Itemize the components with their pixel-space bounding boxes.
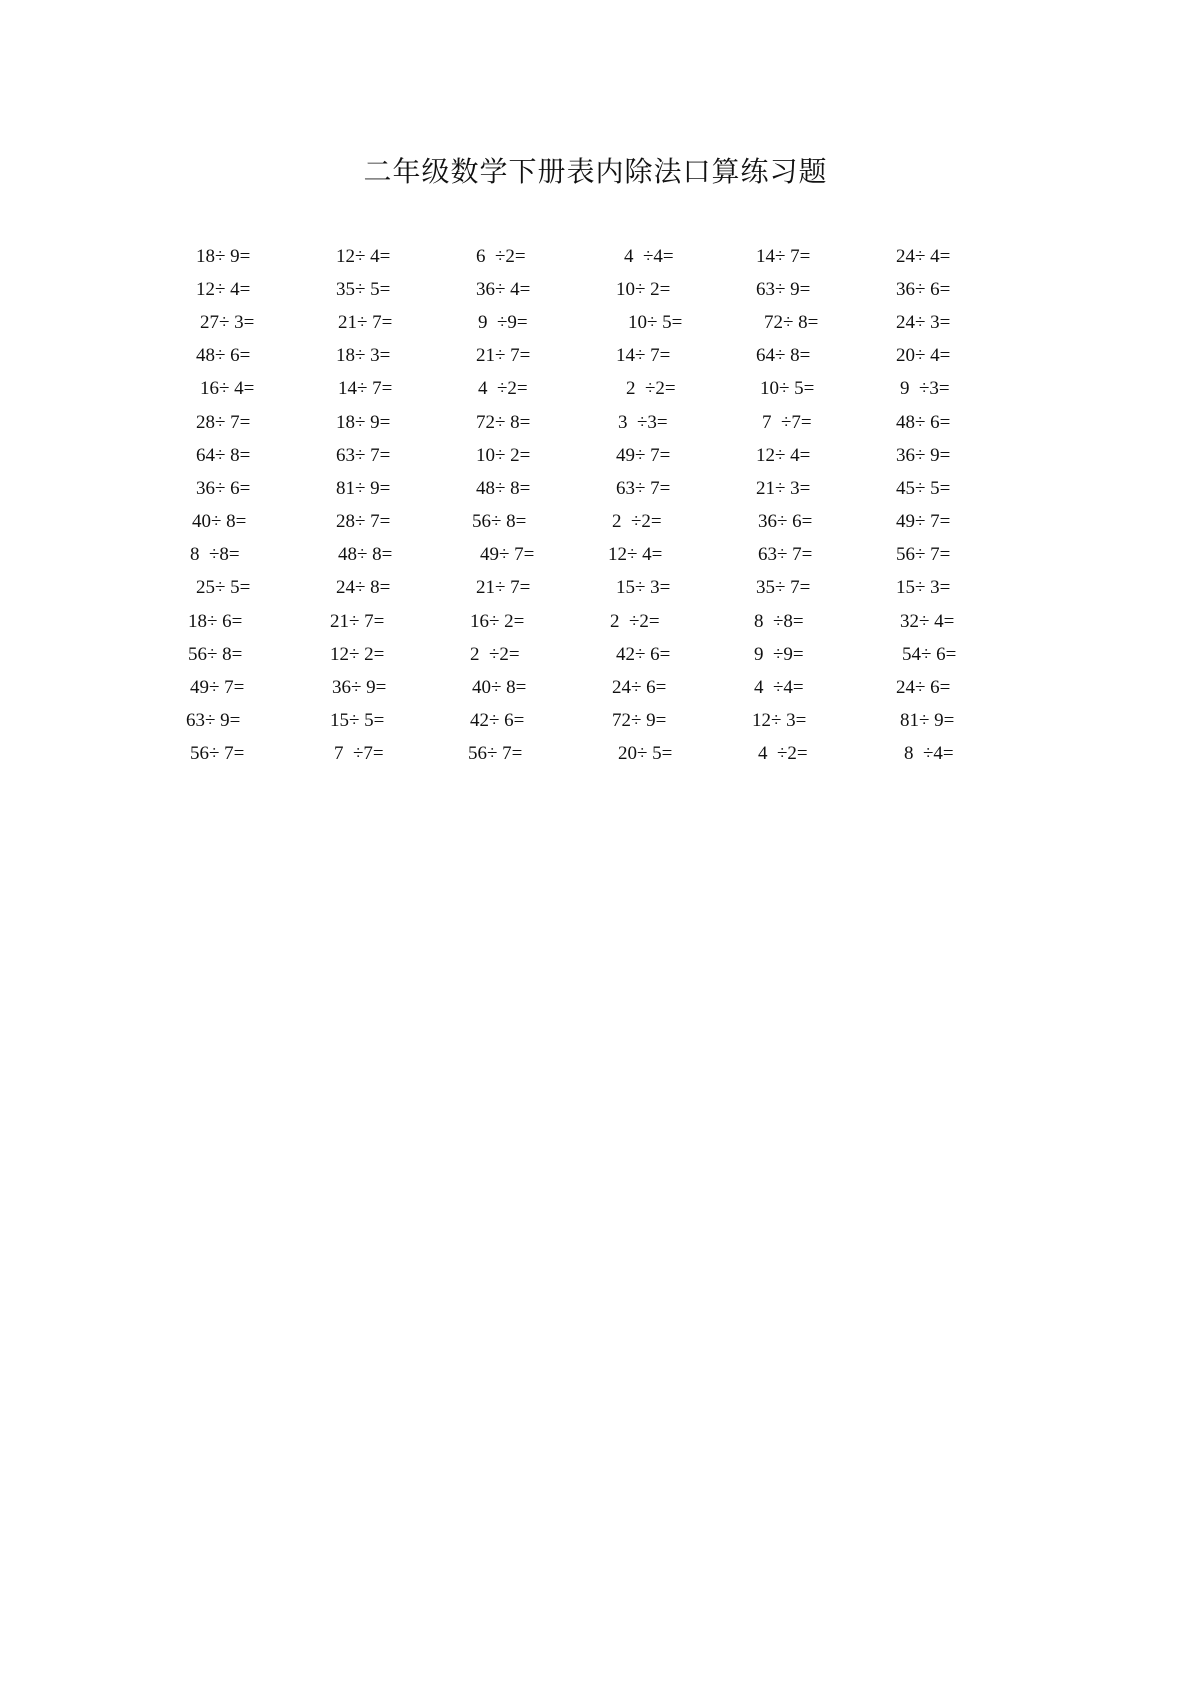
- division-problem: 10÷ 5=: [760, 378, 815, 400]
- division-problem: 63÷ 9=: [186, 710, 241, 732]
- division-problem: 20÷ 5=: [618, 743, 673, 765]
- division-problem: 18÷ 9=: [196, 245, 251, 267]
- division-problem: 49÷ 7=: [896, 511, 951, 533]
- problem-row: [196, 406, 1036, 439]
- division-problem: 18÷ 6=: [188, 610, 243, 632]
- problem-row: [196, 572, 1036, 605]
- problem-row: [196, 240, 1036, 273]
- division-problem: 15÷ 5=: [330, 710, 385, 732]
- division-problem: 15÷ 3=: [896, 577, 951, 599]
- division-problem: 72÷ 8=: [764, 311, 819, 333]
- division-problem: 24÷ 6=: [612, 677, 667, 699]
- division-problem: 24÷ 8=: [336, 577, 391, 599]
- division-problem: 4 ÷2=: [758, 743, 808, 765]
- problem-row: [188, 605, 1036, 638]
- division-problem: 4 ÷4=: [624, 245, 674, 267]
- division-problem: 63÷ 9=: [756, 278, 811, 300]
- division-problem: 63÷ 7=: [616, 477, 671, 499]
- division-problem: 45÷ 5=: [896, 477, 951, 499]
- division-problem: 8 ÷8=: [754, 610, 804, 632]
- division-problem: 56÷ 8=: [472, 511, 527, 533]
- division-problem: 81÷ 9=: [336, 477, 391, 499]
- division-problem: 35÷ 7=: [756, 577, 811, 599]
- problem-grid: [186, 240, 1036, 771]
- division-problem: 49÷ 7=: [616, 444, 671, 466]
- division-problem: 6 ÷2=: [476, 245, 526, 267]
- division-problem: 10÷ 2=: [616, 278, 671, 300]
- division-problem: 56÷ 7=: [896, 544, 951, 566]
- division-problem: 10÷ 2=: [476, 444, 531, 466]
- division-problem: 18÷ 3=: [336, 345, 391, 367]
- problem-row: [186, 705, 1036, 738]
- division-problem: 14÷ 7=: [338, 378, 393, 400]
- division-problem: 48÷ 6=: [196, 345, 251, 367]
- division-problem: 28÷ 7=: [336, 511, 391, 533]
- division-problem: 49÷ 7=: [190, 677, 245, 699]
- division-problem: 36÷ 9=: [896, 444, 951, 466]
- problem-row: [196, 340, 1036, 373]
- division-problem: 2 ÷2=: [612, 511, 662, 533]
- division-problem: 25÷ 5=: [196, 577, 251, 599]
- division-problem: 35÷ 5=: [336, 278, 391, 300]
- division-problem: 63÷ 7=: [336, 444, 391, 466]
- division-problem: 72÷ 8=: [476, 411, 531, 433]
- division-problem: 2 ÷2=: [610, 610, 660, 632]
- problem-row: [196, 373, 1036, 406]
- division-problem: 64÷ 8=: [756, 345, 811, 367]
- division-problem: 21÷ 7=: [330, 610, 385, 632]
- problem-row: [196, 472, 1036, 505]
- division-problem: 18÷ 9=: [336, 411, 391, 433]
- division-problem: 21÷ 7=: [338, 311, 393, 333]
- division-problem: 24÷ 4=: [896, 245, 951, 267]
- division-problem: 21÷ 7=: [476, 577, 531, 599]
- division-problem: 9 ÷9=: [478, 311, 528, 333]
- division-problem: 48÷ 8=: [338, 544, 393, 566]
- division-problem: 8 ÷8=: [190, 544, 240, 566]
- division-problem: 36÷ 9=: [332, 677, 387, 699]
- division-problem: 42÷ 6=: [616, 643, 671, 665]
- division-problem: 21÷ 7=: [476, 345, 531, 367]
- problem-row: [196, 273, 1036, 306]
- problem-row: [188, 638, 1036, 671]
- division-problem: 36÷ 6=: [196, 477, 251, 499]
- division-problem: 12÷ 3=: [752, 710, 807, 732]
- division-problem: 12÷ 2=: [330, 643, 385, 665]
- division-problem: 16÷ 4=: [200, 378, 255, 400]
- division-problem: 56÷ 8=: [188, 643, 243, 665]
- division-problem: 24÷ 3=: [896, 311, 951, 333]
- division-problem: 15÷ 3=: [616, 577, 671, 599]
- problem-row: [196, 306, 1036, 339]
- division-problem: 14÷ 7=: [616, 345, 671, 367]
- division-problem: 4 ÷4=: [754, 677, 804, 699]
- division-problem: 28÷ 7=: [196, 411, 251, 433]
- division-problem: 12÷ 4=: [756, 444, 811, 466]
- problem-row: [190, 539, 1036, 572]
- division-problem: 56÷ 7=: [190, 743, 245, 765]
- division-problem: 21÷ 3=: [756, 477, 811, 499]
- division-problem: 72÷ 9=: [612, 710, 667, 732]
- division-problem: 12÷ 4=: [608, 544, 663, 566]
- division-problem: 36÷ 6=: [758, 511, 813, 533]
- division-problem: 12÷ 4=: [196, 278, 251, 300]
- problem-row: [190, 738, 1036, 771]
- division-problem: 2 ÷2=: [470, 643, 520, 665]
- division-problem: 36÷ 4=: [476, 278, 531, 300]
- division-problem: 12÷ 4=: [336, 245, 391, 267]
- division-problem: 9 ÷9=: [754, 643, 804, 665]
- division-problem: 14÷ 7=: [756, 245, 811, 267]
- division-problem: 24÷ 6=: [896, 677, 951, 699]
- division-problem: 20÷ 4=: [896, 345, 951, 367]
- problem-row: [190, 671, 1036, 704]
- division-problem: 56÷ 7=: [468, 743, 523, 765]
- division-problem: 63÷ 7=: [758, 544, 813, 566]
- division-problem: 81÷ 9=: [900, 710, 955, 732]
- division-problem: 42÷ 6=: [470, 710, 525, 732]
- division-problem: 54÷ 6=: [902, 643, 957, 665]
- division-problem: 7 ÷7=: [334, 743, 384, 765]
- division-problem: 8 ÷4=: [904, 743, 954, 765]
- division-problem: 10÷ 5=: [628, 311, 683, 333]
- division-problem: 9 ÷3=: [900, 378, 950, 400]
- division-problem: 49÷ 7=: [480, 544, 535, 566]
- division-problem: 2 ÷2=: [626, 378, 676, 400]
- division-problem: 64÷ 8=: [196, 444, 251, 466]
- division-problem: 16÷ 2=: [470, 610, 525, 632]
- problem-row: [192, 506, 1036, 539]
- division-problem: 4 ÷2=: [478, 378, 528, 400]
- division-problem: 48÷ 6=: [896, 411, 951, 433]
- division-problem: 27÷ 3=: [200, 311, 255, 333]
- problem-row: [196, 439, 1036, 472]
- division-problem: 48÷ 8=: [476, 477, 531, 499]
- division-problem: 3 ÷3=: [618, 411, 668, 433]
- division-problem: 40÷ 8=: [472, 677, 527, 699]
- division-problem: 40÷ 8=: [192, 511, 247, 533]
- division-problem: 7 ÷7=: [762, 411, 812, 433]
- page-title: 二年级数学下册表内除法口算练习题: [363, 155, 828, 188]
- division-problem: 32÷ 4=: [900, 610, 955, 632]
- division-problem: 36÷ 6=: [896, 278, 951, 300]
